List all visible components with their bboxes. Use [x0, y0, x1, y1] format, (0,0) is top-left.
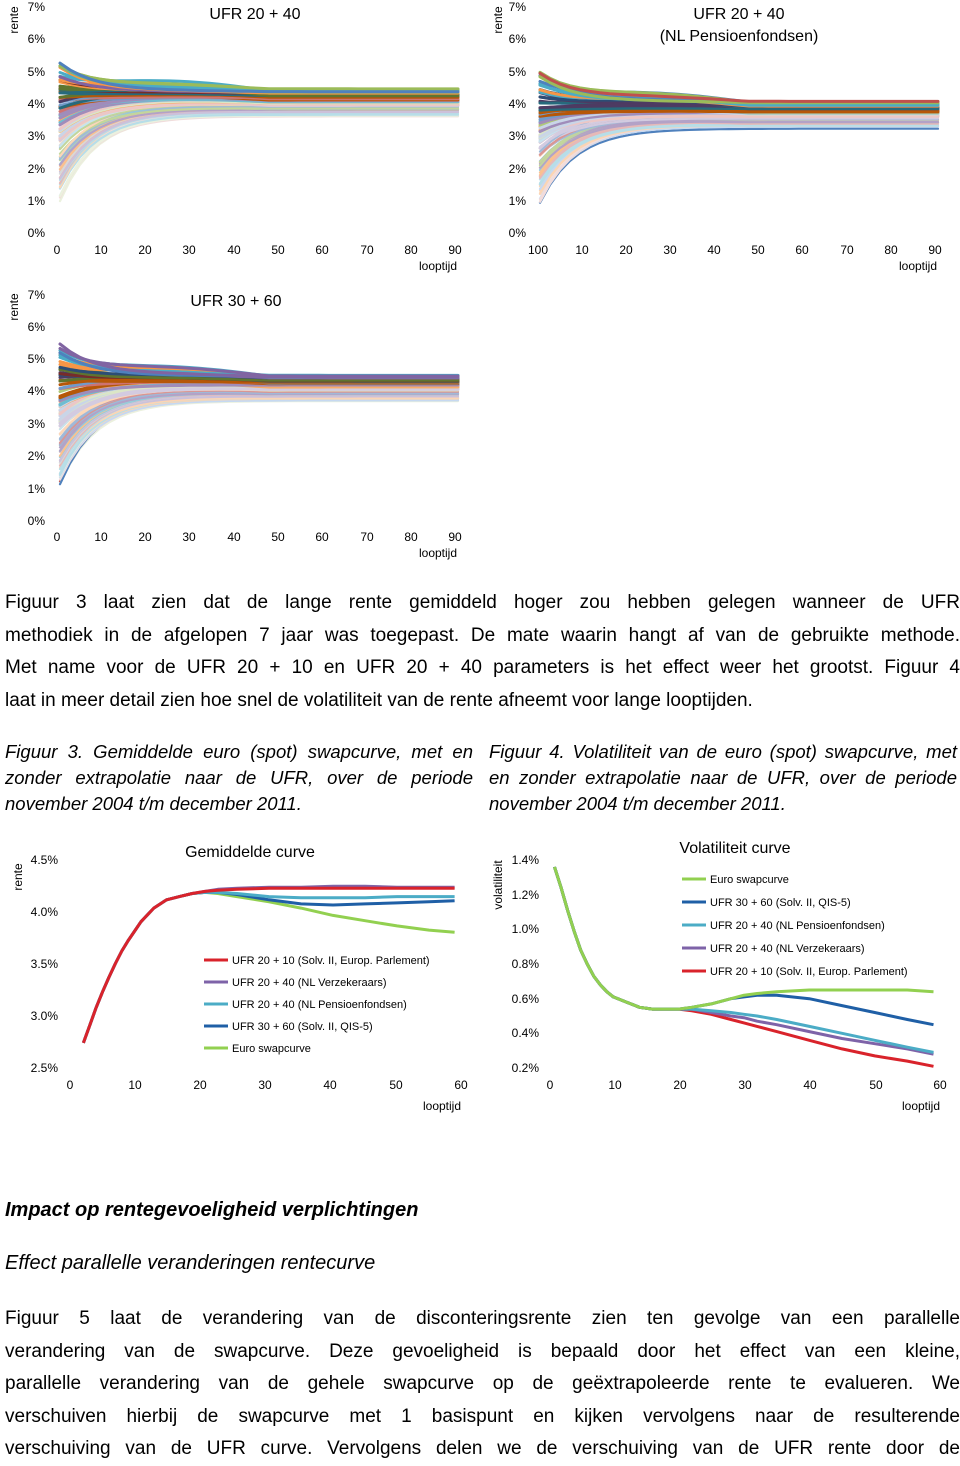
- legend: [204, 955, 430, 1055]
- x-tick-label: 10: [608, 1078, 622, 1092]
- paragraph-line: laat in meer detail zien hoe snel de volatiliteit van de rente afneemt voor lange looptijden.: [5, 689, 753, 711]
- figure-3-caption: Figuur 3. Gemiddelde euro (spot) swapcurve, met en zonder extrapolatie naar de UFR, over de periode november 2004 t/m december 2011.: [5, 741, 473, 814]
- y-tick-label: 0%: [27, 514, 45, 528]
- x-tick-label: 90: [928, 243, 942, 257]
- x-tick-labels: [67, 1078, 468, 1092]
- y-tick-label: 1%: [27, 194, 45, 208]
- chart-title: Volatiliteit curve: [679, 840, 791, 857]
- y-tick-label: 3.0%: [30, 1009, 58, 1023]
- legend-label: UFR 20 + 40 (NL Pensioenfondsen): [232, 999, 407, 1011]
- x-tick-label: 70: [360, 530, 374, 544]
- x-tick-labels: [547, 1078, 947, 1092]
- y-tick-label: 1.0%: [511, 922, 539, 936]
- x-tick-label: 60: [454, 1078, 468, 1092]
- x-tick-label: 10: [94, 243, 108, 257]
- x-tick-labels: [54, 530, 462, 544]
- x-tick-label: 40: [227, 530, 241, 544]
- chart-ufr-20-40-nl-pensioenfondsen: [480, 0, 960, 280]
- figure-4-caption: Figuur 4. Volatiliteit van de euro (spot) swapcurve, met en zonder extrapolatie naar de UFR, over de periode november 2004 t/m december 2011.: [489, 741, 957, 814]
- x-tick-label: 0: [53, 243, 61, 257]
- y-tick-label: 0.2%: [511, 1061, 539, 1075]
- x-axis-label: looptijd: [418, 259, 458, 273]
- y-tick-labels: [28, 288, 46, 528]
- y-tick-label: 4.5%: [30, 853, 58, 867]
- chart-volatiliteit-curve: [480, 825, 960, 1125]
- paragraph-line: verschuiving van de UFR curve. Vervolgens delen we de verschuiving van de UFR rente door de: [5, 1438, 960, 1459]
- y-tick-label: 4%: [27, 97, 45, 111]
- x-tick-label: 50: [271, 530, 285, 544]
- x-tick-label: 10: [94, 530, 108, 544]
- legend-label: UFR 20 + 10 (Solv. II, Europ. Parlement): [232, 955, 430, 967]
- y-tick-label: 5%: [27, 352, 45, 366]
- y-tick-label: 0.8%: [511, 957, 539, 971]
- y-tick-label: 2%: [508, 162, 526, 176]
- chart-title: UFR 30 + 60: [190, 293, 282, 310]
- series-line: [555, 867, 934, 1054]
- legend-label: Euro swapcurve: [710, 874, 789, 886]
- y-tick-label: 6%: [27, 320, 45, 334]
- x-tick-label: 20: [619, 243, 633, 257]
- y-tick-label: 3.5%: [30, 957, 58, 971]
- x-axis-label: looptijd: [898, 259, 938, 273]
- series-line: [555, 867, 934, 1053]
- x-tick-label: 70: [840, 243, 854, 257]
- y-axis-label: rente: [7, 293, 21, 321]
- x-tick-label: 40: [803, 1078, 817, 1092]
- x-tick-label: 20: [193, 1078, 207, 1092]
- y-tick-label: 2%: [27, 162, 45, 176]
- x-tick-label: 60: [315, 530, 329, 544]
- paragraph-line: verandering van de swapcurve. Deze gevoeligheid is bepaald door het effect van een kleine,: [5, 1340, 960, 1362]
- y-tick-label: 5%: [508, 65, 526, 79]
- x-tick-label: 60: [795, 243, 809, 257]
- chart-gemiddelde-curve: [0, 825, 480, 1125]
- legend: [682, 874, 908, 978]
- x-tick-label: 40: [227, 243, 241, 257]
- y-tick-labels: [509, 0, 527, 240]
- y-tick-label: 5%: [27, 65, 45, 79]
- paragraph-line: Met name voor de UFR 20 + 10 en UFR 20 + 40 parameters is het effect weer het grootst. Figuur 4: [5, 657, 960, 678]
- paragraph-line: verschuiven hierbij de swapcurve met 1 basispunt en kijken vervolgens naar de resulterende: [5, 1405, 960, 1427]
- x-tick-label: 60: [315, 243, 329, 257]
- x-tick-label: 10: [128, 1078, 142, 1092]
- x-tick-label: 30: [182, 243, 196, 257]
- legend-label: Euro swapcurve: [232, 1043, 311, 1055]
- x-axis-label: looptijd: [901, 1099, 941, 1113]
- y-axis-label: rente: [491, 6, 505, 34]
- chart-title-line2: (NL Pensioenfondsen): [659, 28, 819, 45]
- x-tick-label: 40: [707, 243, 721, 257]
- x-axis-label: looptijd: [422, 1099, 462, 1113]
- paragraph-line: methodiek in de afgelopen 7 jaar was toegepast. De mate waarin hangt af van de gebruikte methode.: [5, 624, 960, 646]
- subsection-heading: Effect parallelle veranderingen rentecurve: [5, 1252, 376, 1274]
- x-tick-labels: [54, 243, 462, 257]
- x-tick-label: 70: [360, 243, 374, 257]
- section-heading: Impact op rentegevoeligheid verplichtingen: [5, 1199, 419, 1221]
- x-tick-label: 90: [448, 530, 462, 544]
- y-tick-label: 7%: [508, 0, 526, 14]
- x-tick-label: 60: [933, 1078, 947, 1092]
- curve-bundle: [540, 72, 938, 202]
- x-tick-label: 50: [869, 1078, 883, 1092]
- y-axis-label: rente: [11, 863, 25, 891]
- y-axis-label: volatiliteit: [491, 860, 505, 910]
- y-tick-label: 7%: [27, 0, 45, 14]
- x-tick-label: 0: [546, 1078, 554, 1092]
- paragraph-line: Figuur 5 laat de verandering van de disconteringsrente zien ten gevolge van een parallelle: [5, 1308, 960, 1329]
- x-tick-label: 80: [884, 243, 898, 257]
- historical-curve: [540, 110, 938, 111]
- x-tick-label: 0: [66, 1078, 74, 1092]
- x-tick-label: 20: [138, 530, 152, 544]
- y-tick-label: 0.6%: [511, 992, 539, 1006]
- y-tick-labels: [512, 853, 540, 1075]
- body-paragraph-2: [5, 1303, 960, 1466]
- curve-bundle: [60, 63, 458, 201]
- y-tick-label: 4.0%: [30, 905, 58, 919]
- chart-title: UFR 20 + 40: [209, 6, 301, 23]
- x-tick-labels: [528, 243, 942, 257]
- x-tick-label: 50: [271, 243, 285, 257]
- x-tick-label: 30: [258, 1078, 272, 1092]
- y-tick-label: 0%: [508, 226, 526, 240]
- paragraph-line: parallelle verandering van de gehele swapcurve op de geëxtrapoleerde rente te evalueren. We: [5, 1373, 960, 1394]
- y-tick-label: 2.5%: [30, 1061, 58, 1075]
- y-tick-labels: [28, 0, 46, 240]
- x-tick-label: 50: [389, 1078, 403, 1092]
- y-tick-label: 1%: [27, 482, 45, 496]
- x-tick-label: 10: [575, 243, 589, 257]
- y-tick-labels: [31, 853, 59, 1075]
- x-tick-label: 100: [527, 243, 549, 257]
- chart-ufr-20-40: [0, 0, 480, 280]
- x-tick-label: 30: [738, 1078, 752, 1092]
- x-tick-label: 90: [448, 243, 462, 257]
- y-axis-label: rente: [7, 6, 21, 34]
- legend-label: UFR 20 + 40 (NL Verzekeraars): [710, 943, 865, 955]
- x-tick-label: 50: [751, 243, 765, 257]
- y-tick-label: 1%: [508, 194, 526, 208]
- legend-label: UFR 30 + 60 (Solv. II, QIS-5): [710, 897, 851, 909]
- x-tick-label: 80: [404, 243, 418, 257]
- x-tick-label: 30: [663, 243, 677, 257]
- series-line: [555, 867, 934, 1009]
- x-axis-label: looptijd: [418, 546, 458, 560]
- chart-title: Gemiddelde curve: [185, 844, 315, 861]
- y-tick-label: 2%: [27, 449, 45, 463]
- legend-label: UFR 30 + 60 (Solv. II, QIS-5): [232, 1021, 373, 1033]
- curve-bundle: [60, 344, 458, 484]
- chart-ufr-30-60: [0, 285, 480, 570]
- y-tick-label: 1.4%: [511, 853, 539, 867]
- y-tick-label: 3%: [27, 129, 45, 143]
- y-tick-label: 7%: [27, 288, 45, 302]
- y-tick-label: 6%: [27, 32, 45, 46]
- x-tick-label: 30: [182, 530, 196, 544]
- y-tick-label: 0.4%: [511, 1026, 539, 1040]
- y-tick-label: 3%: [27, 417, 45, 431]
- y-tick-label: 6%: [508, 32, 526, 46]
- legend-label: UFR 20 + 10 (Solv. II, Europ. Parlement): [710, 966, 908, 978]
- x-tick-label: 20: [673, 1078, 687, 1092]
- y-tick-label: 1.2%: [511, 888, 539, 902]
- y-tick-label: 4%: [27, 384, 45, 398]
- y-tick-label: 3%: [508, 129, 526, 143]
- body-paragraph-1: [5, 587, 960, 717]
- x-tick-label: 0: [53, 530, 61, 544]
- paragraph-line: Figuur 3 laat zien dat de lange rente gemiddeld hoger zou hebben gelegen wanneer de UFR: [5, 592, 960, 613]
- x-tick-label: 40: [323, 1078, 337, 1092]
- y-tick-label: 4%: [508, 97, 526, 111]
- y-tick-label: 0%: [27, 226, 45, 240]
- legend-label: UFR 20 + 40 (NL Verzekeraars): [232, 977, 387, 989]
- chart-title-line1: UFR 20 + 40: [693, 6, 785, 23]
- x-tick-label: 20: [138, 243, 152, 257]
- x-tick-label: 80: [404, 530, 418, 544]
- legend-label: UFR 20 + 40 (NL Pensioenfondsen): [710, 920, 885, 932]
